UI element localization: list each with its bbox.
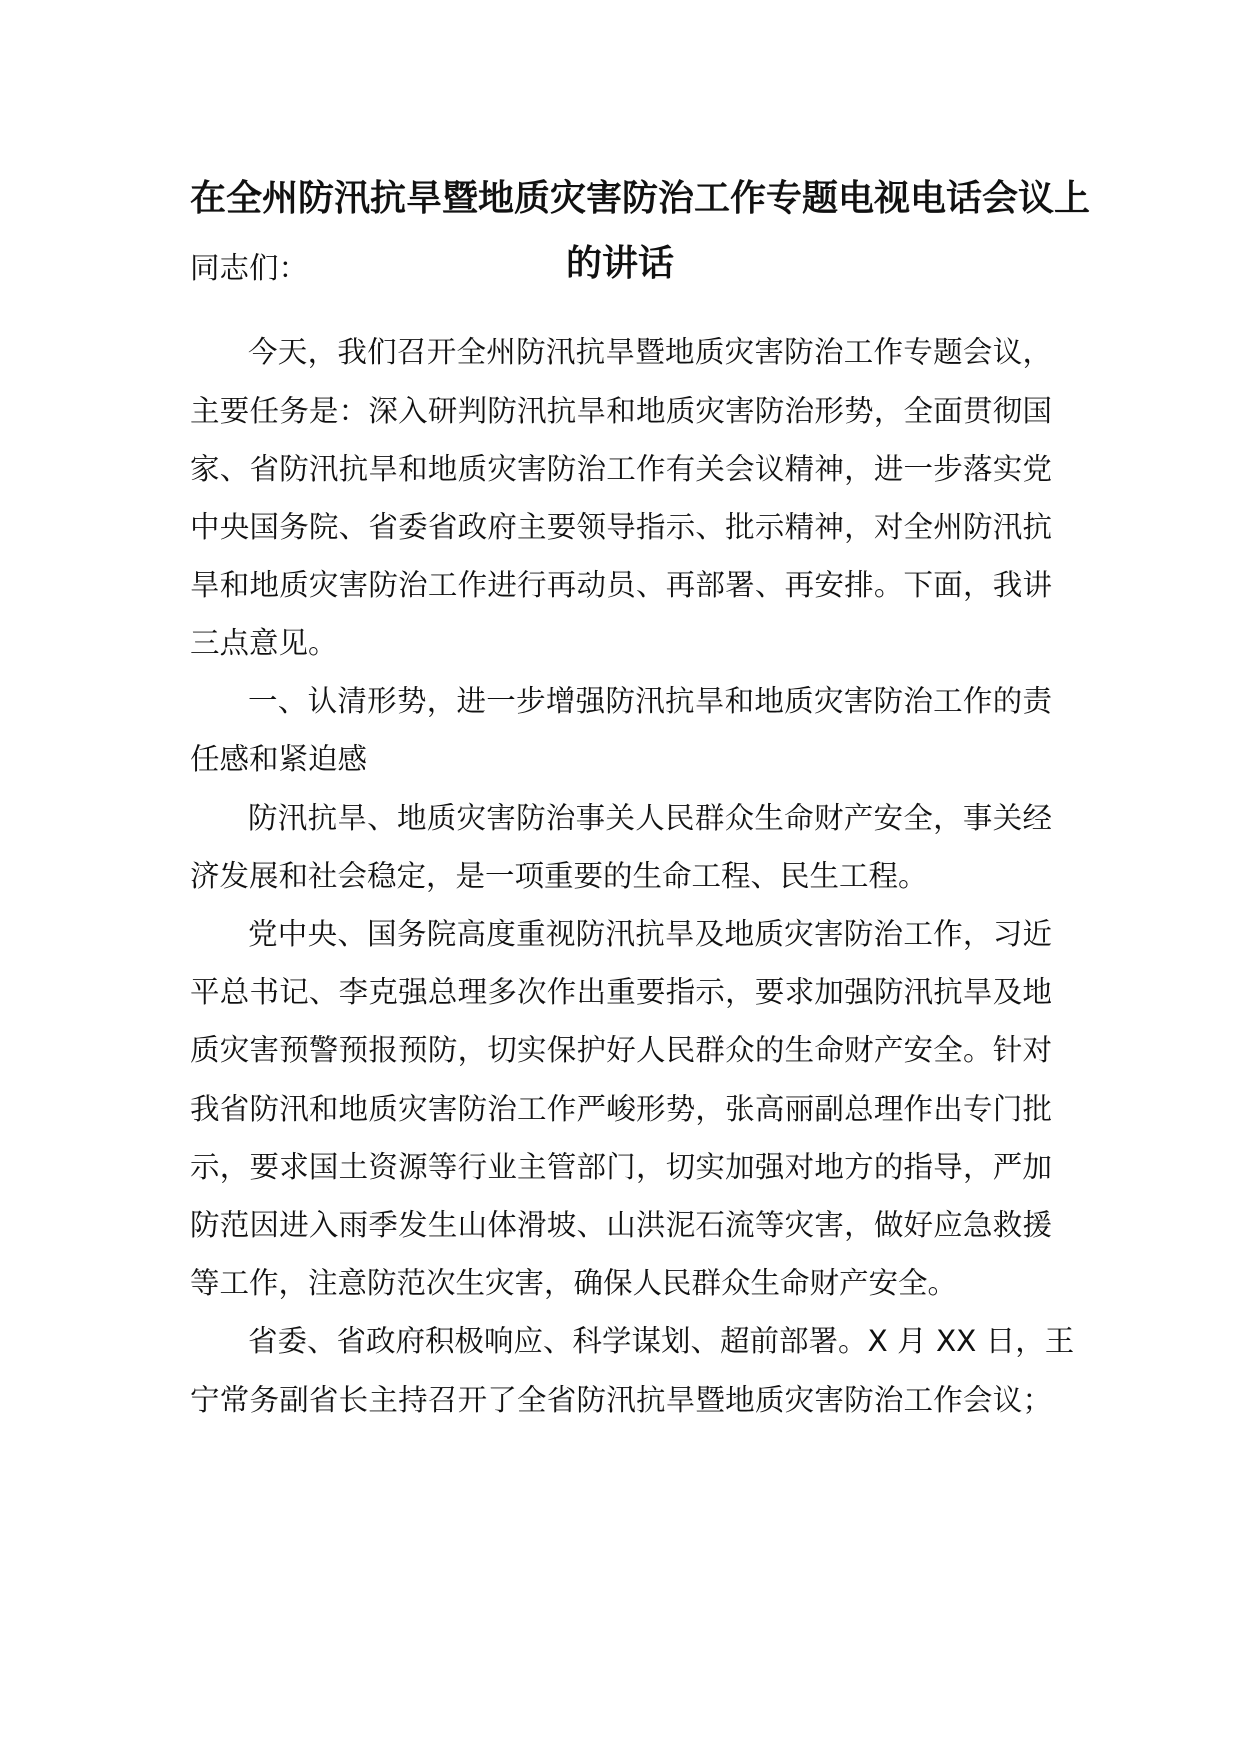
section-heading-line: 一、认清形势，进一步增强防汛抗旱和地质灾害防治工作的责 xyxy=(248,684,1052,718)
body-line: 质灾害预警预报预防，切实保护好人民群众的生命财产安全。针对 xyxy=(190,1033,1052,1067)
section-heading-line: 任感和紧迫感 xyxy=(190,742,368,776)
body-line: 中央国务院、省委省政府主要领导指示、批示精神，对全州防汛抗 xyxy=(190,510,1052,544)
body-line: 济发展和社会稳定，是一项重要的生命工程、民生工程。 xyxy=(190,859,928,893)
body-line: 旱和地质灾害防治工作进行再动员、再部署、再安排。下面，我讲 xyxy=(190,568,1052,602)
body-line: 三点意见。 xyxy=(190,626,338,660)
body-line: 省委、省政府积极响应、科学谋划、超前部署。X 月 XX 日，王 xyxy=(248,1324,1075,1358)
body-line: 党中央、国务院高度重视防汛抗旱及地质灾害防治工作，习近 xyxy=(248,917,1052,951)
body-line: 防范因进入雨季发生山体滑坡、山洪泥石流等灾害，做好应急救援 xyxy=(190,1208,1052,1242)
body-line: 主要任务是：深入研判防汛抗旱和地质灾害防治形势，全面贯彻国 xyxy=(190,394,1052,428)
body-line: 平总书记、李克强总理多次作出重要指示，要求加强防汛抗旱及地 xyxy=(190,975,1052,1009)
body-line: 我省防汛和地质灾害防治工作严峻形势，张高丽副总理作出专门批 xyxy=(190,1092,1052,1126)
body-line: 宁常务副省长主持召开了全省防汛抗旱暨地质灾害防治工作会议； xyxy=(190,1383,1052,1417)
body-line: 示，要求国土资源等行业主管部门，切实加强对地方的指导，严加 xyxy=(190,1150,1052,1184)
body-line: 等工作，注意防范次生灾害，确保人民群众生命财产安全。 xyxy=(190,1266,958,1300)
document-title-line-1: 在全州防汛抗旱暨地质灾害防治工作专题电视电话会议上 xyxy=(190,178,1091,219)
body-line: 今天，我们召开全州防汛抗旱暨地质灾害防治工作专题会议， xyxy=(248,335,1052,369)
salutation: 同志们： xyxy=(190,251,309,285)
body-line: 家、省防汛抗旱和地质灾害防治工作有关会议精神，进一步落实党 xyxy=(190,452,1052,486)
document-title-line-2: 的讲话 xyxy=(565,243,674,284)
body-line: 防汛抗旱、地质灾害防治事关人民群众生命财产安全，事关经 xyxy=(248,801,1052,835)
